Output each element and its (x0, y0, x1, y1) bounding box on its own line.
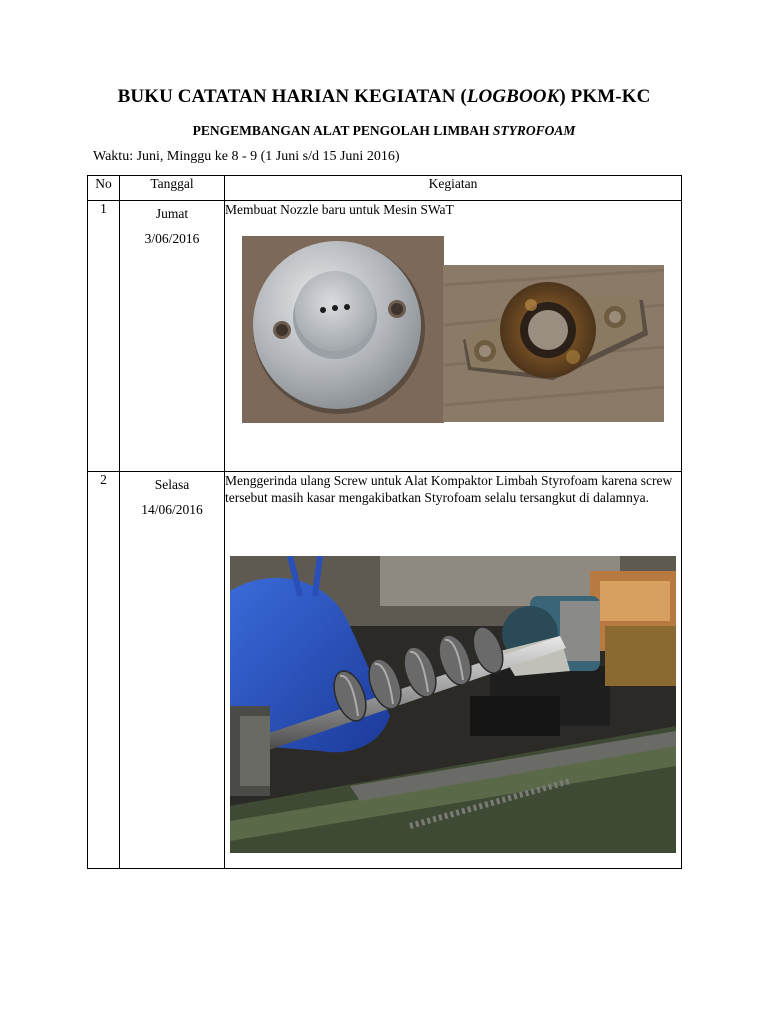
table-row (88, 201, 682, 472)
title-part-2: ) PKM-KC (559, 86, 651, 107)
logbook-table (87, 175, 682, 869)
header-tanggal: Tanggal (120, 176, 225, 201)
activity-text: Menggerinda ulang Screw untuk Alat Kompaktor Limbah Styrofoam karena screw tersebut masih kasar mengakibatkan Styrofoam selalu tersangkut di dalamnya. (225, 473, 673, 505)
subtitle-part-1: PENGEMBANGAN ALAT PENGOLAH LIMBAH (192, 123, 493, 138)
activity-text: Membuat Nozzle baru untuk Mesin SWaT (225, 202, 454, 217)
row-number: 2 (88, 472, 120, 869)
row-day: Jumat (155, 206, 189, 221)
table-header-row (88, 176, 682, 201)
row-date-value: 3/06/2016 (144, 231, 200, 246)
new-nozzle-photo (242, 236, 444, 423)
screw-grinding-photo (230, 556, 676, 853)
document-title (0, 86, 768, 108)
time-period: Waktu: Juni, Minggu ke 8 - 9 (1 Juni s/d 15 Juni 2016) (93, 149, 400, 164)
subtitle-part-italic: STYROFOAM (492, 123, 576, 138)
old-nozzle-photo (443, 265, 664, 422)
title-part-1: BUKU CATATAN HARIAN KEGIATAN ( (117, 86, 467, 107)
row-date (120, 472, 225, 869)
title-part-italic: LOGBOOK (466, 86, 560, 107)
row-activity (225, 201, 682, 472)
row-day: Selasa (154, 477, 190, 492)
row-number: 1 (88, 201, 120, 472)
row-date-value: 14/06/2016 (141, 502, 203, 517)
header-no: No (88, 176, 120, 201)
row-date (120, 201, 225, 472)
document-subtitle (0, 123, 768, 139)
table-row (88, 472, 682, 869)
header-kegiatan: Kegiatan (225, 176, 682, 201)
row-activity (225, 472, 682, 869)
